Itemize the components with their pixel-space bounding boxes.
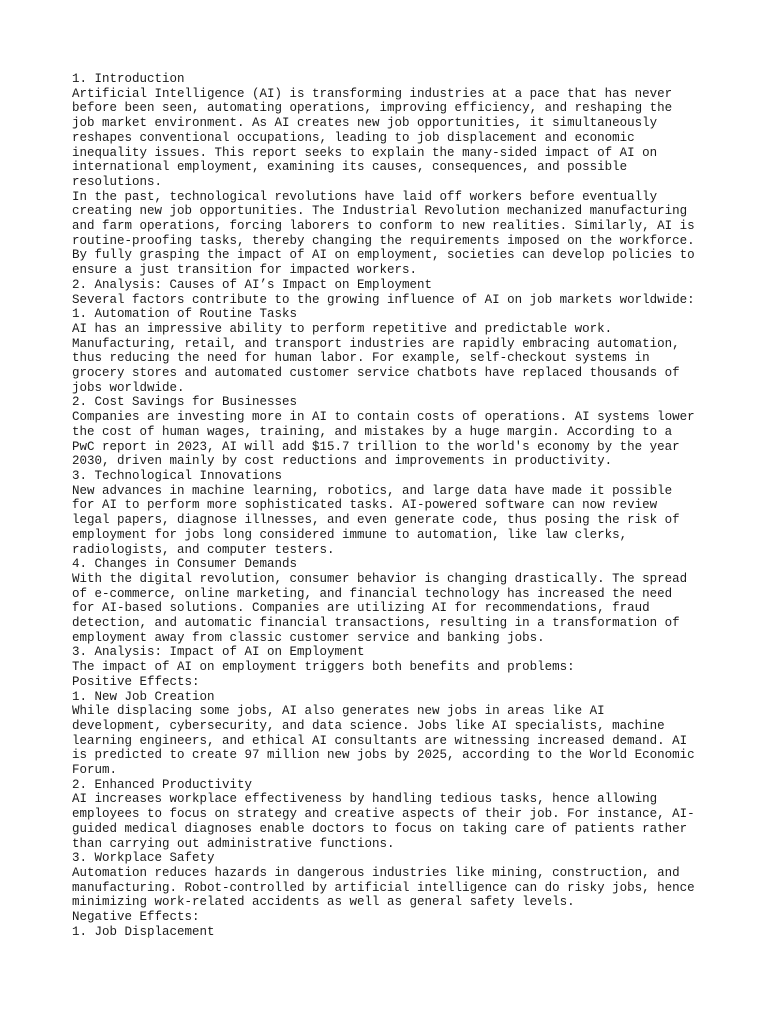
document-line: routine-proofing tasks, thereby changing the requirements imposed on the workforce. [72, 233, 695, 248]
document-page [72, 72, 712, 939]
document-line: Positive Effects: [72, 674, 200, 689]
document-line: for AI-based solutions. Companies are utilizing AI for recommendations, fraud [72, 601, 650, 616]
document-line: development, cybersecurity, and data science. Jobs like AI specialists, machine [72, 718, 665, 733]
document-line: before been seen, automating operations, improving efficiency, and reshaping the [72, 101, 673, 116]
document-line: The impact of AI on employment triggers both benefits and problems: [72, 660, 575, 675]
document-line: employment away from classic customer service and banking jobs. [72, 630, 545, 645]
document-line: jobs worldwide. [72, 380, 185, 395]
document-line: 3. Technological Innovations [72, 468, 283, 483]
document-line: international employment, examining its causes, consequences, and possible [72, 160, 628, 175]
document-line: By fully grasping the impact of AI on employment, societies can develop policies to [72, 248, 695, 263]
document-line: 3. Workplace Safety [72, 851, 215, 866]
document-line: PwC report in 2023, AI will add $15.7 trillion to the world's economy by the year [72, 439, 680, 454]
document-line: New advances in machine learning, robotics, and large data have made it possible [72, 483, 673, 498]
document-line: is predicted to create 97 million new jobs by 2025, according to the World Economic [72, 748, 695, 763]
document-line: resolutions. [72, 174, 163, 189]
document-line: Manufacturing, retail, and transport industries are rapidly embracing automation, [72, 336, 680, 351]
document-line: 4. Changes in Consumer Demands [72, 557, 298, 572]
document-line: 2030, driven mainly by cost reductions and improvements in productivity. [72, 454, 613, 469]
document-line: grocery stores and automated customer service chatbots have replaced thousands of [72, 366, 680, 381]
document-line: While displacing some jobs, AI also generates new jobs in areas like AI [72, 704, 605, 719]
document-line: radiologists, and computer testers. [72, 542, 335, 557]
document-line: 1. New Job Creation [72, 689, 215, 704]
document-line: creating new job opportunities. The Industrial Revolution mechanized manufacturing [72, 204, 688, 219]
document-line: 2. Analysis: Causes of AI’s Impact on Employment [72, 277, 433, 292]
document-line: Companies are investing more in AI to contain costs of operations. AI systems lower [72, 410, 695, 425]
document-line: learning engineers, and ethical AI consultants are witnessing increased demand. AI [72, 733, 688, 748]
document-line: thus reducing the need for human labor. For example, self-checkout systems in [72, 351, 650, 366]
document-line: guided medical diagnoses enable doctors to focus on taking care of patients rather [72, 821, 688, 836]
document-line: AI has an impressive ability to perform repetitive and predictable work. [72, 321, 613, 336]
document-line: and farm operations, forcing laborers to conform to new realities. Similarly, AI is [72, 219, 695, 234]
document-line: inequality issues. This report seeks to explain the many-sided impact of AI on [72, 145, 658, 160]
document-line: legal papers, diagnose illnesses, and even generate code, thus posing the risk of [72, 513, 680, 528]
document-line: AI increases workplace effectiveness by handling tedious tasks, hence allowing [72, 792, 658, 807]
document-line: employees to focus on strategy and creative aspects of their job. For instance, AI- [72, 807, 695, 822]
document-line: In the past, technological revolutions have laid off workers before eventually [72, 189, 658, 204]
document-line: employment for jobs long considered immune to automation, like law clerks, [72, 527, 628, 542]
document-line: minimizing work-related accidents as well as general safety levels. [72, 895, 575, 910]
document-line: for AI to perform more sophisticated tasks. AI-powered software can now review [72, 498, 658, 513]
document-line: job market environment. As AI creates new job opportunities, it simultaneously [72, 116, 658, 131]
document-line: Forum. [72, 763, 118, 778]
document-line: 1. Job Displacement [72, 924, 215, 939]
document-line: Several factors contribute to the growing influence of AI on job markets worldwide: [72, 292, 695, 307]
document-line: the cost of human wages, training, and mistakes by a huge margin. According to a [72, 424, 673, 439]
document-line: of e-commerce, online marketing, and financial technology has increased the need [72, 586, 673, 601]
document-line: 1. Automation of Routine Tasks [72, 307, 298, 322]
document-line: 2. Enhanced Productivity [72, 777, 253, 792]
document-line: Automation reduces hazards in dangerous industries like mining, construction, and [72, 865, 680, 880]
document-line: detection, and automatic financial transactions, resulting in a transformation of [72, 616, 680, 631]
document-line: manufacturing. Robot-controlled by artificial intelligence can do risky jobs, hence [72, 880, 695, 895]
document-line: 2. Cost Savings for Businesses [72, 395, 298, 410]
document-line: Artificial Intelligence (AI) is transforming industries at a pace that has never [72, 86, 673, 101]
document-line: 3. Analysis: Impact of AI on Employment [72, 645, 365, 660]
document-line: than carrying out administrative functions. [72, 836, 395, 851]
document-line: 1. Introduction [72, 72, 185, 86]
document-line: With the digital revolution, consumer behavior is changing drastically. The spread [72, 571, 688, 586]
document-line: reshapes conventional occupations, leading to job displacement and economic [72, 130, 635, 145]
document-line: ensure a just transition for impacted workers. [72, 263, 418, 278]
document-line: Negative Effects: [72, 910, 200, 925]
